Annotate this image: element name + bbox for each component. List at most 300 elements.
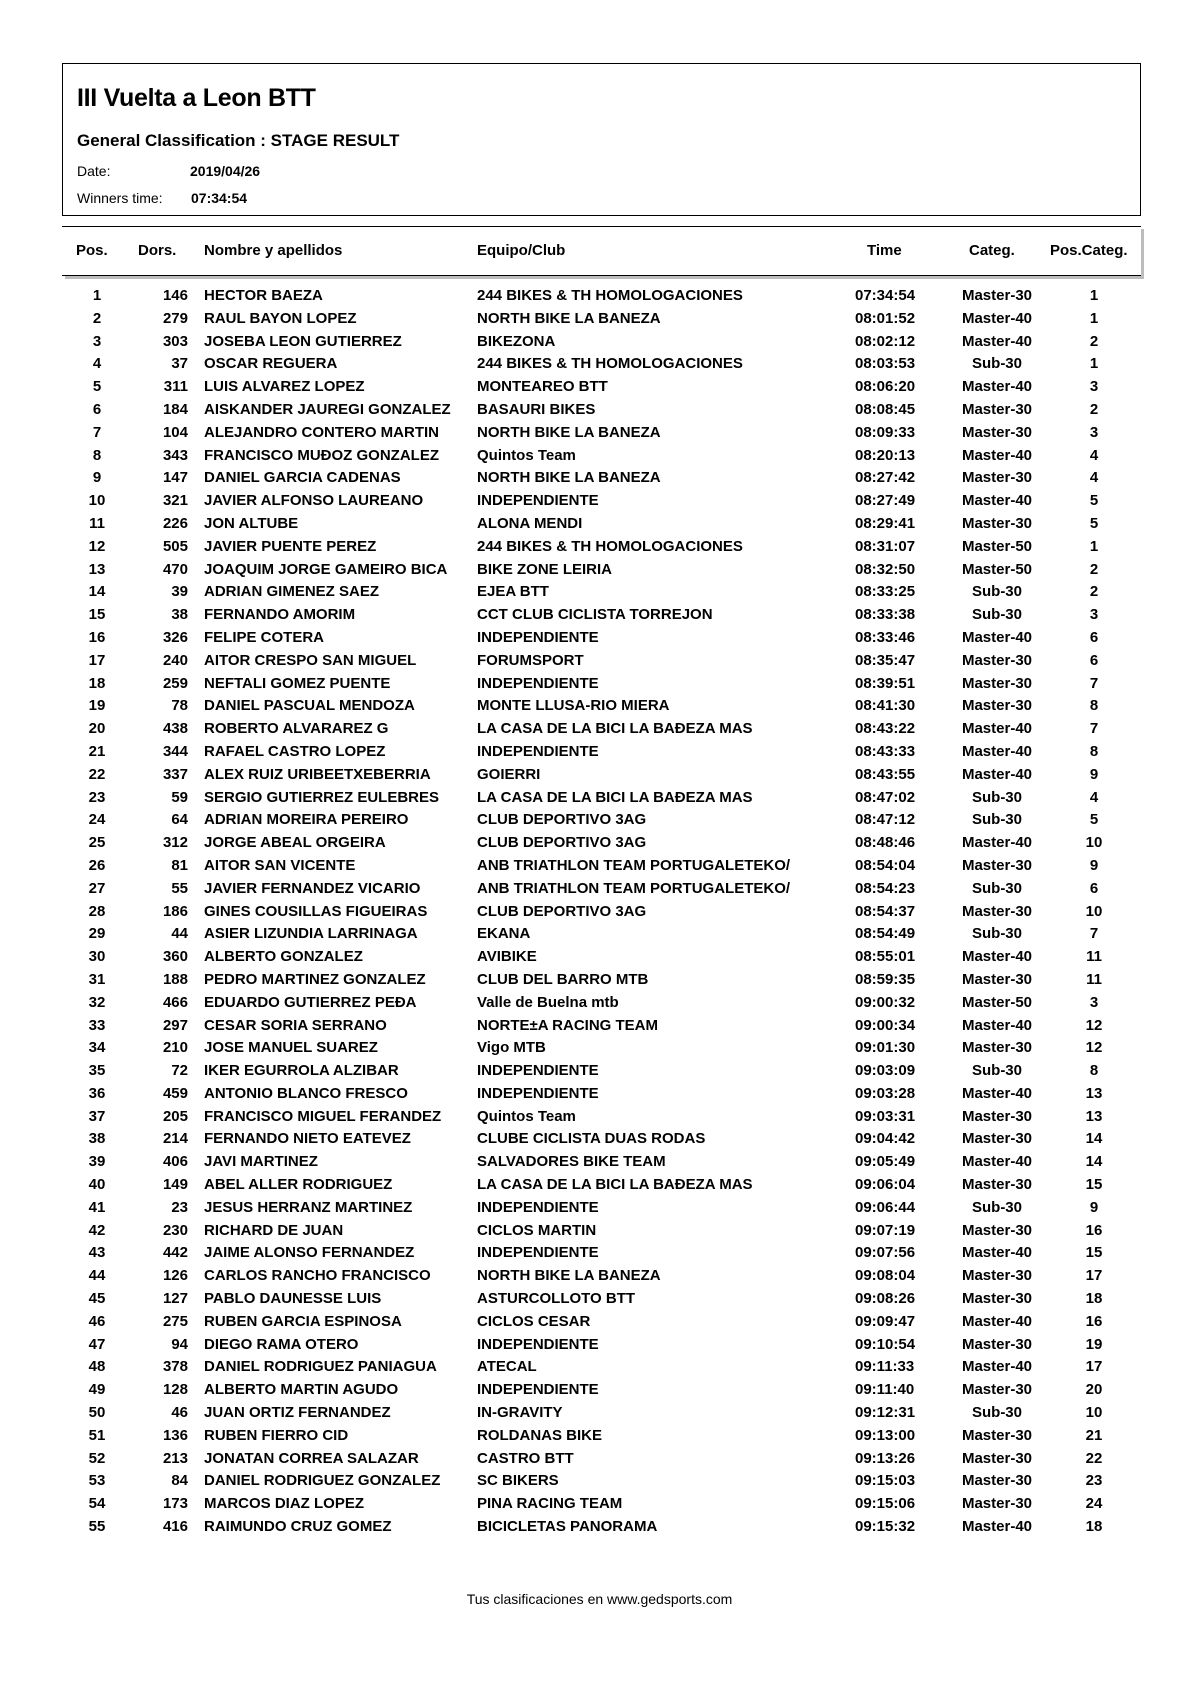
row-dorsal: 126 — [162, 1267, 188, 1285]
row-team: INDEPENDIENTE — [477, 1198, 599, 1216]
row-category: Master-30 — [961, 902, 1033, 920]
row-category: Sub-30 — [971, 1198, 1022, 1216]
row-category-position: 1 — [1089, 309, 1099, 327]
row-team: Valle de Buelna mtb — [477, 993, 619, 1011]
row-time: 08:43:33 — [855, 742, 916, 760]
row-name: DANIEL GARCIA CADENAS — [204, 469, 401, 487]
table-row — [62, 1062, 1141, 1085]
row-pos: 48 — [88, 1358, 106, 1376]
row-pos: 26 — [88, 856, 106, 874]
row-team: LA CASA DE LA BICI LA BAÐEZA MAS — [477, 720, 753, 738]
row-time: 09:07:19 — [855, 1221, 916, 1239]
col-header-pos: Pos. — [76, 242, 108, 259]
table-row — [62, 469, 1141, 492]
row-pos: 31 — [88, 970, 106, 988]
row-name: EDUARDO GUTIERREZ PEÐA — [204, 993, 417, 1011]
row-dorsal: 55 — [171, 879, 188, 897]
row-category-position: 4 — [1089, 788, 1099, 806]
row-name: JESUS HERRANZ MARTINEZ — [204, 1198, 413, 1216]
row-team: INDEPENDIENTE — [477, 1062, 599, 1080]
row-team: CICLOS CESAR — [477, 1312, 591, 1330]
row-name: ADRIAN GIMENEZ SAEZ — [204, 583, 380, 601]
row-team: BIKEZONA — [477, 332, 556, 350]
row-pos: 22 — [88, 765, 106, 783]
row-category: Master-40 — [961, 742, 1033, 760]
row-dorsal: 326 — [162, 628, 188, 646]
row-team: CLUB DEPORTIVO 3AG — [477, 902, 647, 920]
row-category-position: 1 — [1089, 287, 1099, 304]
row-category-position: 6 — [1089, 879, 1099, 897]
row-pos: 44 — [88, 1267, 106, 1285]
row-category-position: 5 — [1089, 514, 1099, 532]
row-category: Master-40 — [961, 1084, 1033, 1102]
row-time: 08:27:42 — [855, 469, 916, 487]
table-row — [62, 1017, 1141, 1040]
row-name: SERGIO GUTIERREZ EULEBRES — [204, 788, 440, 806]
row-name: ASIER LIZUNDIA LARRINAGA — [204, 925, 418, 943]
row-category: Master-40 — [961, 1153, 1033, 1171]
row-dorsal: 505 — [162, 537, 188, 555]
row-category: Sub-30 — [971, 925, 1022, 943]
row-name: PEDRO MARTINEZ GONZALEZ — [204, 970, 426, 988]
row-category-position: 2 — [1089, 332, 1099, 350]
row-pos: 9 — [92, 469, 102, 487]
row-category: Master-50 — [961, 560, 1033, 578]
row-team: FORUMSPORT — [477, 651, 584, 669]
row-name: PABLO DAUNESSE LUIS — [204, 1290, 382, 1308]
row-category-position: 17 — [1085, 1358, 1103, 1376]
row-category: Master-30 — [961, 1449, 1033, 1467]
row-dorsal: 226 — [162, 514, 188, 532]
row-category-position: 4 — [1089, 446, 1099, 464]
row-category: Sub-30 — [971, 788, 1022, 806]
row-dorsal: 321 — [162, 492, 188, 510]
row-pos: 33 — [88, 1016, 106, 1034]
table-row — [62, 1108, 1141, 1131]
row-name: ALBERTO GONZALEZ — [204, 948, 363, 966]
table-row — [62, 583, 1141, 606]
row-name: CARLOS RANCHO FRANCISCO — [204, 1267, 431, 1285]
page-title: III Vuelta a Leon BTT — [77, 84, 316, 112]
row-dorsal: 136 — [162, 1426, 188, 1444]
row-category-position: 8 — [1089, 1062, 1099, 1080]
row-time: 08:39:51 — [855, 674, 916, 692]
row-team: ASTURCOLLOTO BTT — [477, 1290, 636, 1308]
row-team: CLUB DEPORTIVO 3AG — [477, 811, 647, 829]
row-category-position: 2 — [1089, 400, 1099, 418]
row-category-position: 10 — [1085, 834, 1103, 852]
row-dorsal: 59 — [171, 788, 188, 806]
row-category: Master-30 — [961, 1495, 1033, 1513]
table-row — [62, 1290, 1141, 1313]
row-category-position: 24 — [1085, 1495, 1103, 1513]
table-row — [62, 378, 1141, 401]
row-dorsal: 81 — [171, 856, 188, 874]
row-name: FELIPE COTERA — [204, 628, 325, 646]
row-category-position: 17 — [1085, 1267, 1103, 1285]
table-row — [62, 1358, 1141, 1381]
row-name: CESAR SORIA SERRANO — [204, 1016, 387, 1034]
row-dorsal: 416 — [162, 1518, 188, 1536]
table-row — [62, 1244, 1141, 1267]
row-time: 08:27:49 — [855, 492, 916, 510]
row-team: SC BIKERS — [477, 1472, 559, 1490]
row-dorsal: 312 — [162, 834, 188, 852]
row-time: 09:00:32 — [855, 993, 916, 1011]
table-row — [62, 675, 1141, 698]
row-category-position: 9 — [1089, 856, 1099, 874]
row-pos: 54 — [88, 1495, 106, 1513]
row-name: MARCOS DIAZ LOPEZ — [204, 1495, 364, 1513]
row-name: JAVIER FERNANDEZ VICARIO — [204, 879, 421, 897]
row-name: HECTOR BAEZA — [204, 287, 323, 304]
row-time: 09:09:47 — [855, 1312, 916, 1330]
row-category: Master-30 — [961, 1221, 1033, 1239]
row-category: Sub-30 — [971, 1062, 1022, 1080]
row-name: JORGE ABEAL ORGEIRA — [204, 834, 386, 852]
row-pos: 7 — [92, 423, 102, 441]
row-time: 09:13:00 — [855, 1426, 916, 1444]
table-row — [62, 492, 1141, 515]
row-team: NORTH BIKE LA BANEZA — [477, 469, 661, 487]
row-dorsal: 72 — [171, 1062, 188, 1080]
row-time: 09:06:44 — [855, 1198, 916, 1216]
table-row — [62, 424, 1141, 447]
row-category: Master-40 — [961, 492, 1033, 510]
table-row — [62, 1472, 1141, 1495]
row-dorsal: 275 — [162, 1312, 188, 1330]
row-team: CICLOS MARTIN — [477, 1221, 597, 1239]
row-category: Master-40 — [961, 332, 1033, 350]
row-category: Master-30 — [961, 1176, 1033, 1194]
row-pos: 5 — [92, 378, 102, 396]
row-category: Master-30 — [961, 400, 1033, 418]
row-category: Master-40 — [961, 446, 1033, 464]
row-category-position: 6 — [1089, 651, 1099, 669]
row-pos: 32 — [88, 993, 106, 1011]
row-category-position: 9 — [1089, 1198, 1099, 1216]
row-time: 09:03:28 — [855, 1084, 916, 1102]
row-name: LUIS ALVAREZ LOPEZ — [204, 378, 365, 396]
row-category: Master-40 — [961, 1016, 1033, 1034]
row-team: BIKE ZONE LEIRIA — [477, 560, 613, 578]
row-dorsal: 337 — [162, 765, 188, 783]
row-dorsal: 64 — [171, 811, 188, 829]
row-team: INDEPENDIENTE — [477, 1381, 599, 1399]
row-category: Master-30 — [961, 1426, 1033, 1444]
row-team: CASTRO BTT — [477, 1449, 574, 1467]
table-row — [62, 1381, 1141, 1404]
row-pos: 12 — [88, 537, 106, 555]
row-category: Master-40 — [961, 1312, 1033, 1330]
row-dorsal: 205 — [162, 1107, 188, 1125]
row-category-position: 12 — [1085, 1016, 1103, 1034]
row-time: 09:01:30 — [855, 1039, 916, 1057]
row-time: 09:06:04 — [855, 1176, 916, 1194]
row-time: 08:47:12 — [855, 811, 916, 829]
row-name: RAFAEL CASTRO LOPEZ — [204, 742, 386, 760]
col-header-categ: Categ. — [969, 242, 1015, 259]
row-time: 09:13:26 — [855, 1449, 916, 1467]
row-category: Sub-30 — [971, 1404, 1022, 1422]
row-team: NORTH BIKE LA BANEZA — [477, 423, 661, 441]
row-time: 08:48:46 — [855, 834, 916, 852]
row-dorsal: 259 — [162, 674, 188, 692]
table-row — [62, 1222, 1141, 1245]
row-name: AITOR CRESPO SAN MIGUEL — [204, 651, 417, 669]
table-row — [62, 1313, 1141, 1336]
row-time: 08:54:23 — [855, 879, 916, 897]
row-category-position: 3 — [1089, 378, 1099, 396]
row-dorsal: 37 — [171, 355, 188, 373]
row-dorsal: 230 — [162, 1221, 188, 1239]
row-name: ABEL ALLER RODRIGUEZ — [204, 1176, 393, 1194]
row-name: RUBEN FIERRO CID — [204, 1426, 349, 1444]
row-team: MONTEAREO BTT — [477, 378, 608, 396]
column-header-bar — [62, 226, 1141, 276]
table-row — [62, 1176, 1141, 1199]
row-dorsal: 210 — [162, 1039, 188, 1057]
row-category-position: 14 — [1085, 1153, 1103, 1171]
row-dorsal: 104 — [162, 423, 188, 441]
row-name: GINES COUSILLAS FIGUEIRAS — [204, 902, 428, 920]
row-team: INDEPENDIENTE — [477, 674, 599, 692]
row-time: 08:47:02 — [855, 788, 916, 806]
row-name: JAIME ALONSO FERNANDEZ — [204, 1244, 415, 1262]
row-pos: 6 — [92, 400, 102, 418]
row-time: 09:11:40 — [855, 1381, 915, 1399]
row-team: LA CASA DE LA BICI LA BAÐEZA MAS — [477, 788, 753, 806]
row-team: ATECAL — [477, 1358, 537, 1376]
row-team: NORTH BIKE LA BANEZA — [477, 1267, 661, 1285]
row-name: ADRIAN MOREIRA PEREIRO — [204, 811, 409, 829]
table-row — [62, 811, 1141, 834]
table-row — [62, 606, 1141, 629]
row-category: Master-30 — [961, 1335, 1033, 1353]
row-team: INDEPENDIENTE — [477, 492, 599, 510]
row-time: 08:02:12 — [855, 332, 916, 350]
row-pos: 15 — [88, 606, 106, 624]
row-pos: 41 — [88, 1198, 106, 1216]
row-category: Sub-30 — [971, 606, 1022, 624]
row-name: JAVI MARTINEZ — [204, 1153, 318, 1171]
row-pos: 8 — [92, 446, 102, 464]
row-team: EKANA — [477, 925, 531, 943]
row-category: Master-40 — [961, 309, 1033, 327]
row-pos: 3 — [92, 332, 102, 350]
row-name: AISKANDER JAUREGI GONZALEZ — [204, 400, 451, 418]
row-category-position: 2 — [1089, 560, 1099, 578]
table-row — [62, 880, 1141, 903]
table-row — [62, 333, 1141, 356]
row-category-position: 22 — [1085, 1449, 1103, 1467]
row-pos: 30 — [88, 948, 106, 966]
row-category: Sub-30 — [971, 879, 1022, 897]
row-category-position: 11 — [1086, 948, 1102, 966]
row-dorsal: 214 — [162, 1130, 188, 1148]
row-team: ALONA MENDI — [477, 514, 583, 532]
table-row — [62, 447, 1141, 470]
row-category: Master-30 — [961, 469, 1033, 487]
table-row — [62, 994, 1141, 1017]
row-category-position: 5 — [1089, 492, 1099, 510]
row-name: ALBERTO MARTIN AGUDO — [204, 1381, 399, 1399]
row-category-position: 1 — [1089, 355, 1099, 373]
row-dorsal: 94 — [171, 1335, 188, 1353]
row-category: Master-40 — [961, 1518, 1033, 1536]
row-team: BICICLETAS PANORAMA — [477, 1518, 658, 1536]
row-category-position: 1 — [1089, 537, 1099, 555]
row-team: IN-GRAVITY — [477, 1404, 563, 1422]
row-name: DANIEL RODRIGUEZ GONZALEZ — [204, 1472, 441, 1490]
row-dorsal: 213 — [162, 1449, 188, 1467]
table-row — [62, 834, 1141, 857]
col-header-dorsal: Dors. — [138, 242, 177, 259]
row-time: 08:43:55 — [855, 765, 916, 783]
row-team: SALVADORES BIKE TEAM — [477, 1153, 666, 1171]
row-dorsal: 46 — [171, 1404, 188, 1422]
row-dorsal: 78 — [171, 697, 188, 715]
row-category-position: 7 — [1089, 674, 1099, 692]
row-pos: 50 — [88, 1404, 106, 1422]
row-time: 09:15:06 — [855, 1495, 916, 1513]
row-pos: 16 — [88, 628, 106, 646]
row-category: Master-30 — [961, 1130, 1033, 1148]
row-time: 09:03:31 — [855, 1107, 916, 1125]
row-category: Master-30 — [961, 1267, 1033, 1285]
row-category-position: 10 — [1085, 1404, 1103, 1422]
row-team: INDEPENDIENTE — [477, 628, 599, 646]
row-dorsal: 44 — [171, 925, 188, 943]
row-dorsal: 360 — [162, 948, 188, 966]
row-name: JOSEBA LEON GUTIERREZ — [204, 332, 402, 350]
row-category-position: 15 — [1085, 1244, 1103, 1262]
row-time: 08:01:52 — [855, 309, 916, 327]
col-header-name: Nombre y apellidos — [204, 242, 343, 259]
row-name: FRANCISCO MIGUEL FERANDEZ — [204, 1107, 442, 1125]
row-name: JON ALTUBE — [204, 514, 299, 532]
row-dorsal: 128 — [162, 1381, 188, 1399]
row-time: 08:35:47 — [855, 651, 916, 669]
row-pos: 25 — [88, 834, 106, 852]
row-category-position: 16 — [1085, 1312, 1103, 1330]
row-pos: 14 — [88, 583, 106, 601]
table-row — [62, 1518, 1141, 1541]
row-category-position: 13 — [1085, 1084, 1103, 1102]
table-row — [62, 1153, 1141, 1176]
row-name: RAUL BAYON LOPEZ — [204, 309, 357, 327]
row-category-position: 12 — [1085, 1039, 1103, 1057]
table-row — [62, 1130, 1141, 1153]
row-team: INDEPENDIENTE — [477, 742, 599, 760]
row-time: 08:55:01 — [855, 948, 916, 966]
row-name: ANTONIO BLANCO FRESCO — [204, 1084, 408, 1102]
table-row — [62, 766, 1141, 789]
row-name: RICHARD DE JUAN — [204, 1221, 344, 1239]
row-time: 09:12:31 — [855, 1404, 916, 1422]
row-dorsal: 406 — [162, 1153, 188, 1171]
row-pos: 47 — [88, 1335, 106, 1353]
row-time: 09:08:04 — [855, 1267, 916, 1285]
row-category-position: 8 — [1089, 742, 1099, 760]
row-name: RUBEN GARCIA ESPINOSA — [204, 1312, 402, 1330]
row-category-position: 23 — [1085, 1472, 1103, 1490]
row-dorsal: 311 — [163, 378, 188, 396]
row-category: Master-40 — [961, 1244, 1033, 1262]
row-team: Quintos Team — [477, 446, 576, 464]
col-header-team: Equipo/Club — [477, 242, 566, 259]
row-team: Vigo MTB — [477, 1039, 546, 1057]
row-team: INDEPENDIENTE — [477, 1244, 599, 1262]
row-time: 08:54:37 — [855, 902, 916, 920]
table-row — [62, 561, 1141, 584]
row-team: ANB TRIATHLON TEAM PORTUGALETEKO/ — [477, 856, 791, 874]
row-time: 09:11:33 — [855, 1358, 915, 1376]
table-row — [62, 971, 1141, 994]
footer-text: Tus clasificaciones en www.gedsports.com — [466, 1591, 733, 1607]
table-row — [62, 1450, 1141, 1473]
row-name: NEFTALI GOMEZ PUENTE — [204, 674, 391, 692]
row-dorsal: 442 — [162, 1244, 188, 1262]
row-pos: 35 — [88, 1062, 106, 1080]
row-category-position: 3 — [1089, 423, 1099, 441]
row-dorsal: 186 — [162, 902, 188, 920]
row-dorsal: 240 — [162, 651, 188, 669]
row-team: CLUB DEL BARRO MTB — [477, 970, 649, 988]
table-row — [62, 789, 1141, 812]
row-pos: 51 — [88, 1426, 106, 1444]
row-pos: 52 — [88, 1449, 106, 1467]
row-category: Master-30 — [961, 514, 1033, 532]
row-team: ROLDANAS BIKE — [477, 1426, 603, 1444]
row-team: PINA RACING TEAM — [477, 1495, 623, 1513]
table-row — [62, 1336, 1141, 1359]
row-category: Master-30 — [961, 423, 1033, 441]
row-time: 08:32:50 — [855, 560, 916, 578]
row-name: JAVIER PUENTE PEREZ — [204, 537, 377, 555]
row-time: 08:33:25 — [855, 583, 916, 601]
row-name: OSCAR REGUERA — [204, 355, 338, 373]
row-category-position: 19 — [1085, 1335, 1103, 1353]
table-row — [62, 1039, 1141, 1062]
row-dorsal: 184 — [162, 400, 188, 418]
table-row — [62, 652, 1141, 675]
row-category-position: 18 — [1085, 1518, 1103, 1536]
row-category-position: 6 — [1089, 628, 1099, 646]
col-header-pos-categ: Pos.Categ. — [1050, 242, 1128, 259]
row-dorsal: 173 — [162, 1495, 188, 1513]
table-row — [62, 287, 1141, 310]
row-team: NORTH BIKE LA BANEZA — [477, 309, 661, 327]
row-pos: 45 — [88, 1290, 106, 1308]
row-dorsal: 343 — [162, 446, 188, 464]
row-time: 08:03:53 — [855, 355, 916, 373]
row-category-position: 4 — [1089, 469, 1099, 487]
row-pos: 43 — [88, 1244, 106, 1262]
row-category-position: 3 — [1089, 606, 1099, 624]
row-dorsal: 438 — [162, 720, 188, 738]
row-name: ROBERTO ALVARAREZ G — [204, 720, 389, 738]
row-category: Master-40 — [961, 720, 1033, 738]
table-row — [62, 925, 1141, 948]
row-team: Quintos Team — [477, 1107, 576, 1125]
table-row — [62, 743, 1141, 766]
table-row — [62, 538, 1141, 561]
row-category-position: 8 — [1089, 697, 1099, 715]
row-pos: 2 — [92, 309, 102, 327]
row-dorsal: 84 — [171, 1472, 188, 1490]
row-name: JAVIER ALFONSO LAUREANO — [204, 492, 424, 510]
